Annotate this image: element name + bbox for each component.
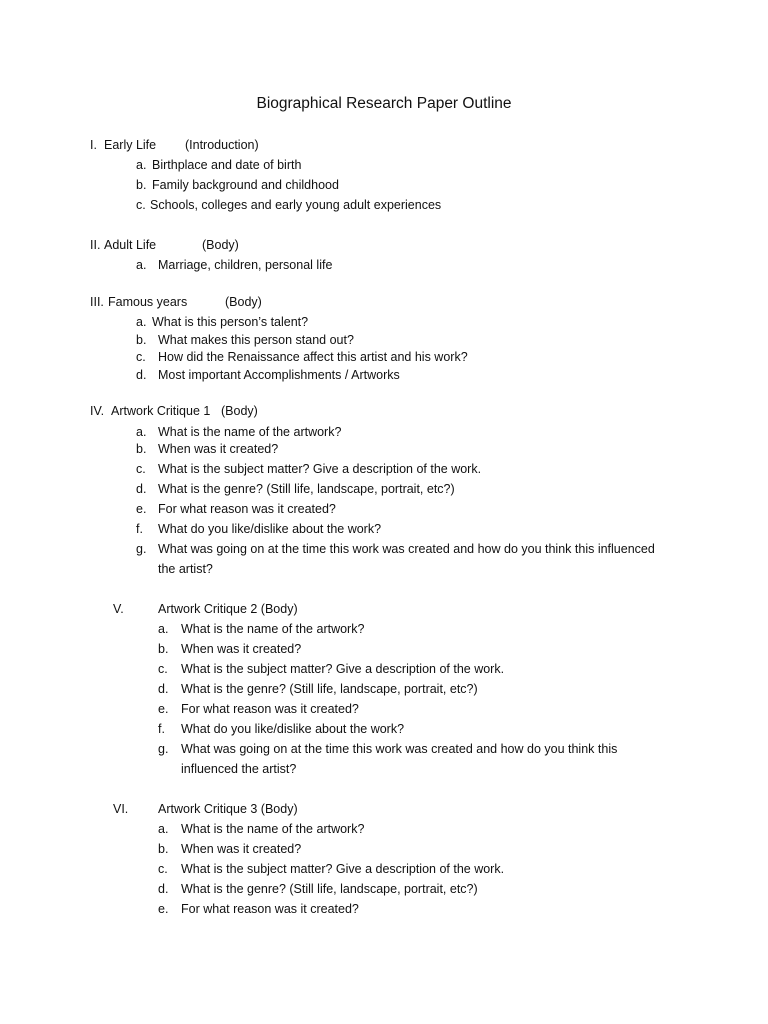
item-label: e. <box>158 702 169 716</box>
section-title: Famous years <box>108 295 188 309</box>
item-text: What is the genre? (Still life, landscape, portrait, etc?) <box>181 682 478 696</box>
item-label: a. <box>136 425 147 439</box>
item-text: What is the subject matter? Give a description of the work. <box>181 862 505 876</box>
item-label: c. <box>136 462 146 476</box>
item-text: For what reason was it created? <box>181 702 359 716</box>
item-label: f. <box>136 522 143 536</box>
item-text: What is the subject matter? Give a description of the work. <box>181 662 505 676</box>
item-label: d. <box>136 368 147 382</box>
section-note: (Body) <box>225 295 262 309</box>
item-label: a. <box>158 822 169 836</box>
item-label: e. <box>158 902 169 916</box>
item-text: Schools, colleges and early young adult experiences <box>150 198 442 212</box>
item-label: c. <box>158 662 168 676</box>
item-label: b. <box>136 178 147 192</box>
item-label: g. <box>136 542 147 556</box>
item-label: d. <box>158 682 169 696</box>
section-title: Artwork Critique 1 <box>111 404 211 418</box>
section-title: Early Life <box>104 138 157 152</box>
section-numeral: IV. <box>90 404 105 418</box>
item-label: f. <box>158 722 165 736</box>
item-label: a. <box>158 622 169 636</box>
item-text: What is this person’s talent? <box>152 315 309 329</box>
section-numeral: III. <box>90 295 104 309</box>
item-text: What is the genre? (Still life, landscape, portrait, etc?) <box>158 482 455 496</box>
item-label: a. <box>136 158 147 172</box>
item-text: What is the name of the artwork? <box>181 822 365 836</box>
section-note: (Body) <box>221 404 258 418</box>
section-note: (Body) <box>202 238 239 252</box>
item-label: b. <box>136 442 147 456</box>
item-text: For what reason was it created? <box>181 902 359 916</box>
section-numeral: VI. <box>113 802 129 816</box>
item-text: What was going on at the time this work was created and how do you think this <box>181 742 618 756</box>
item-label: e. <box>136 502 147 516</box>
item-text: Birthplace and date of birth <box>152 158 302 172</box>
item-text: What is the genre? (Still life, landscape, portrait, etc?) <box>181 882 478 896</box>
item-label: g. <box>158 742 169 756</box>
item-text: What makes this person stand out? <box>158 333 354 347</box>
section-title: Artwork Critique 2 (Body) <box>158 602 298 616</box>
section-numeral: V. <box>113 602 124 616</box>
item-text: What is the subject matter? Give a description of the work. <box>158 462 482 476</box>
section-title: Artwork Critique 3 (Body) <box>158 802 298 816</box>
item-text: How did the Renaissance affect this artist and his work? <box>158 350 468 364</box>
item-text: Marriage, children, personal life <box>158 258 333 272</box>
item-text: What is the name of the artwork? <box>181 622 365 636</box>
page-title: Biographical Research Paper Outline <box>256 95 512 112</box>
item-text-continuation: the artist? <box>158 562 213 576</box>
item-label: a. <box>136 258 147 272</box>
section-numeral: I. <box>90 138 97 152</box>
item-text: What do you like/dislike about the work? <box>158 522 382 536</box>
item-label: d. <box>136 482 147 496</box>
item-label: b. <box>158 642 169 656</box>
item-label: c. <box>136 350 146 364</box>
item-label: c. <box>136 198 146 212</box>
item-text: What do you like/dislike about the work? <box>181 722 405 736</box>
item-text: What was going on at the time this work was created and how do you think this influenced <box>158 542 655 556</box>
item-label: a. <box>136 315 147 329</box>
item-label: b. <box>158 842 169 856</box>
item-text: For what reason was it created? <box>158 502 336 516</box>
item-text: Most important Accomplishments / Artworks <box>158 368 400 382</box>
item-text: Family background and childhood <box>152 178 339 192</box>
item-text: When was it created? <box>158 442 279 456</box>
section-numeral: II. <box>90 238 101 252</box>
item-label: d. <box>158 882 169 896</box>
section-title: Adult Life <box>104 238 157 252</box>
section-note: (Introduction) <box>185 138 259 152</box>
item-text: What is the name of the artwork? <box>158 425 342 439</box>
item-text-continuation: influenced the artist? <box>181 762 297 776</box>
item-text: When was it created? <box>181 842 302 856</box>
item-text: When was it created? <box>181 642 302 656</box>
item-label: b. <box>136 333 147 347</box>
item-label: c. <box>158 862 168 876</box>
